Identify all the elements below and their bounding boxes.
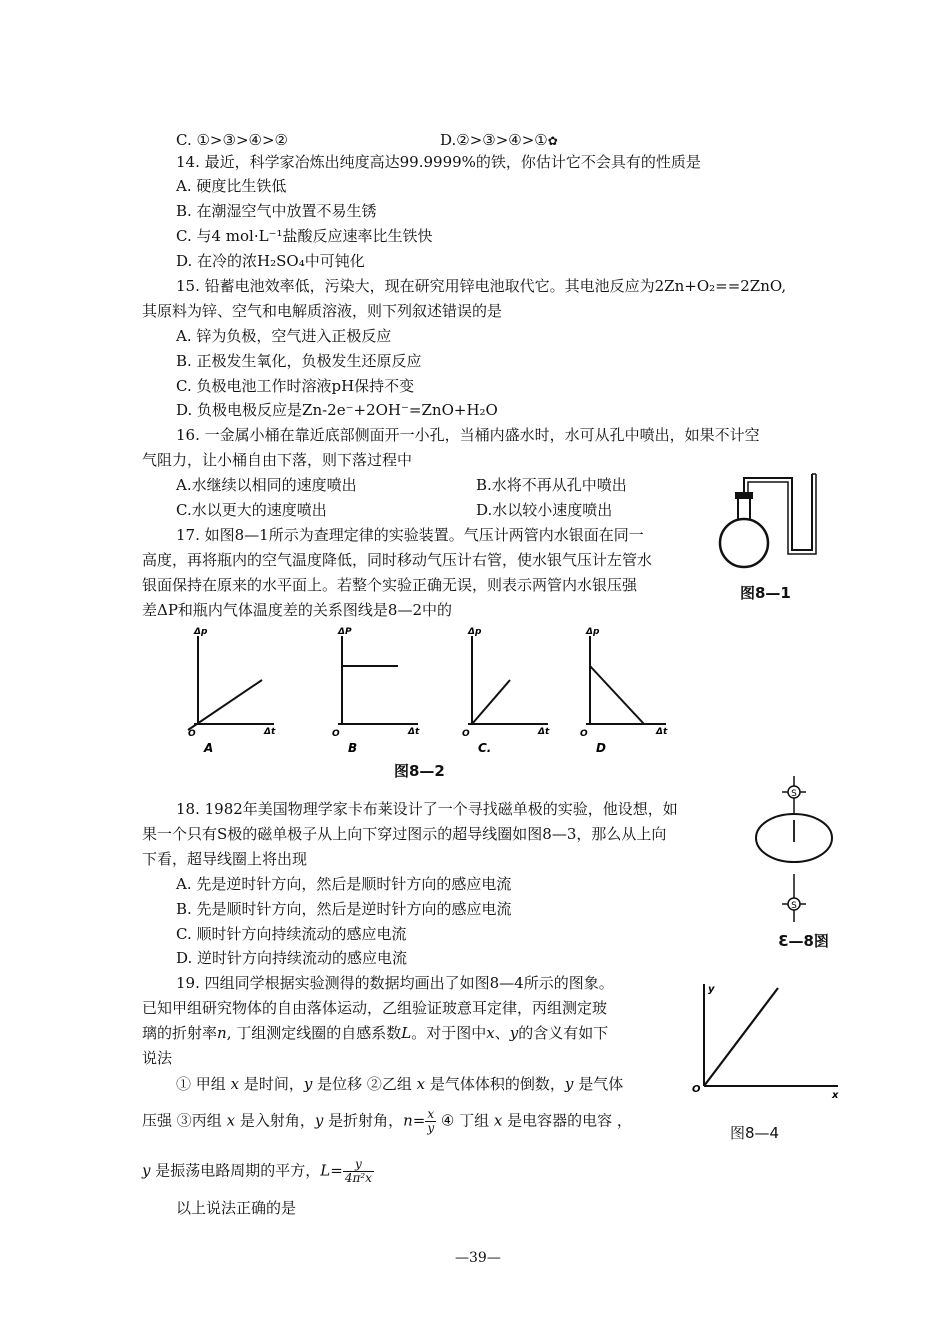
q16-stem-line1: 16. 一金属小桶在靠近底部侧面开一小孔，当桶内盛水时，水可从孔中喷出，如果不计空: [176, 426, 760, 444]
figure-8-4-caption: 图8—4: [730, 1124, 780, 1142]
page-number: —39—: [455, 1250, 501, 1266]
q18-line2: 果一个只有S极的磁单极子从上向下穿过图示的超导线圈如图8—3，那么从上向: [142, 825, 667, 843]
superconducting-coil-diagram: [752, 774, 848, 934]
q19-line3: 璃的折射率n, 丁组测定线圈的自感系数L。对于图中x、y的含义有如下: [142, 1024, 609, 1042]
manometer-tube-inner: [748, 474, 816, 554]
chart-4-label: D: [596, 741, 606, 755]
q18-option-c: C. 顺时针方向持续流动的感应电流: [176, 925, 407, 943]
monopole-bottom-label: S: [791, 901, 797, 911]
q17-line3: 银面保持在原来的水平面上。若整个实验正确无误，则表示两管内水银压强: [142, 576, 638, 594]
chart-4-origin: O: [580, 729, 588, 739]
q15-option-c: C. 负极电池工作时溶液pH保持不变: [176, 377, 415, 395]
monopole-top-label: S: [791, 789, 797, 799]
q18-option-a: A. 先是逆时针方向，然后是顺时针方向的感应电流: [176, 875, 512, 893]
figure-8-2: [168, 620, 828, 790]
q17-line2: 高度，再将瓶内的空气温度降低，同时移动气压计右管，使水银气压计左管水: [142, 551, 653, 569]
q19-statement-1: ① 甲组 x 是时间，y 是位移 ②乙组 x 是气体体积的倒数，y 是气体: [176, 1075, 624, 1093]
q15-option-d: D. 负极电极反应是Zn-2e⁻+2OH⁻=ZnO+H₂O: [176, 401, 498, 419]
ink-smudge-icon: ✿: [547, 134, 558, 148]
q17-line4: 差ΔP和瓶内气体温度差的关系图线是8—2中的: [142, 601, 453, 619]
q18-line1: 18. 1982年美国物理学家卡布莱设计了一个寻找磁单极的实验，他设想，如: [176, 800, 678, 818]
q15-option-b: B. 正极发生氧化，负极发生还原反应: [176, 352, 422, 370]
chart-1-xlabel: Δt: [264, 727, 276, 737]
q19-question: 以上说法正确的是: [176, 1199, 297, 1217]
chart-4-ylabel: Δp: [586, 627, 600, 637]
flask-neck: [738, 496, 750, 520]
q18-line3: 下看，超导线圈上将出现: [142, 850, 308, 868]
q19-statement-2: 压强 ③丙组 x 是入射角，y 是折射角，n= $\frac{x}{y}$ ④ 丁组 x 是电容器的电容 ，: [142, 1107, 632, 1135]
q18-option-d: D. 逆时针方向持续流动的感应电流: [176, 949, 408, 967]
q15-stem-line1: 15. 铅蓄电池效率低，污染大，现在研究用锌电池取代它。其电池反应为2Zn+O₂==2ZnO,: [176, 277, 787, 295]
q14-option-a: A. 硬度比生铁低: [176, 177, 287, 195]
q16-option-c: C.水以更大的速度喷出: [176, 501, 327, 519]
q15-stem-line2: 其原料为锌、空气和电解质溶液，则下列叙述错误的是: [142, 302, 503, 320]
figure-8-3: [752, 774, 848, 954]
q14-stem: 14. 最近，科学家冶炼出纯度高达99.9999%的铁，你估计它不会具有的性质是: [176, 153, 701, 171]
figure-8-1: [712, 468, 832, 608]
flask-stopper: [735, 492, 753, 499]
figure-8-1-caption: 图8—1: [740, 584, 791, 602]
q19-line1: 19. 四组同学根据实验测得的数据均画出了如图8—4所示的图象。: [176, 974, 614, 992]
figure-8-4: [690, 970, 850, 1150]
fraction-y-over-4pi2x: $\frac{y}{\text{4π²x}}$: [344, 1157, 372, 1185]
fig84-ylabel: y: [708, 984, 715, 995]
q19-line4: 说法: [142, 1049, 173, 1067]
flask-bulb: [720, 519, 768, 567]
q19-line2: 已知甲组研究物体的自由落体运动，乙组验证玻意耳定律，丙组测定玻: [142, 999, 608, 1017]
chart-4-series-line: [590, 666, 644, 724]
q14-option-c: C. 与4 mol·L⁻¹盐酸反应速率比生铁快: [176, 227, 433, 245]
fig84-xlabel: x: [832, 1090, 839, 1101]
chart-2-xlabel: Δt: [408, 727, 420, 737]
fig84-origin: O: [692, 1084, 701, 1095]
q14-option-d: D. 在冷的浓H₂SO₄中可钝化: [176, 252, 365, 270]
fig84-series-line: [704, 988, 778, 1086]
figure-8-3-caption: 图8—3: [778, 932, 829, 950]
fraction-x-over-y: $\frac{x}{y}$: [427, 1107, 435, 1135]
q16-stem-line2: 气阻力，让小桶自由下落，则下落过程中: [142, 451, 413, 469]
chart-3-ylabel: Δp: [468, 627, 482, 637]
chart-2-label: B: [348, 741, 358, 755]
figure-8-2-caption: 图8—2: [394, 762, 445, 780]
q13-option-d: D.②>③>④>①✿: [440, 131, 558, 149]
chart-3-xlabel: Δt: [538, 727, 550, 737]
chart-1-label: A: [204, 741, 214, 755]
chart-1-origin: O: [188, 729, 196, 739]
q16-option-a: A.水继续以相同的速度喷出: [176, 476, 357, 494]
chart-1-ylabel: Δp: [194, 627, 208, 637]
manometer-tube-outer: [744, 474, 812, 550]
q16-option-b: B.水将不再从孔中喷出: [476, 476, 627, 494]
chart-3-label: C.: [478, 741, 492, 755]
chart-4-xlabel: Δt: [656, 727, 668, 737]
q14-option-b: B. 在潮湿空气中放置不易生锈: [176, 202, 377, 220]
chart-2-origin: O: [332, 729, 340, 739]
chart-1-series-line: [188, 680, 262, 730]
q16-option-d: D.水以较小速度喷出: [476, 501, 613, 519]
chart-3-series-line: [472, 680, 510, 724]
q13-option-c: C. ①>③>④>②: [176, 131, 288, 149]
q17-line1: 17. 如图8—1所示为查理定律的实验装置。气压计两管内水银面在同一: [176, 526, 644, 544]
figure-8-4-chart: [690, 970, 850, 1110]
chart-3-origin: O: [462, 729, 470, 739]
q15-option-a: A. 锌为负极，空气进入正极反应: [176, 327, 392, 345]
chart-2-ylabel: ΔP: [338, 627, 352, 637]
figure-8-2-charts: [168, 620, 828, 760]
q18-option-b: B. 先是顺时针方向，然后是逆时针方向的感应电流: [176, 900, 512, 918]
q19-statement-3: y 是振荡电路周期的平方，L= $\frac{y}{\text{4π²x}}$: [142, 1157, 372, 1185]
